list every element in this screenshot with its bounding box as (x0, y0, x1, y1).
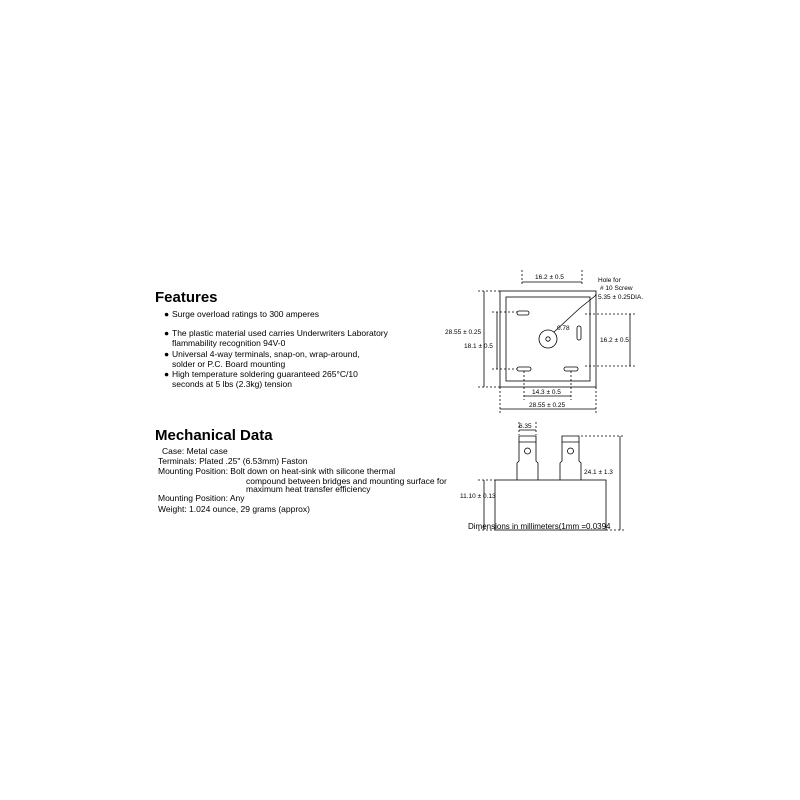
hole-small-label: 0.78 (557, 325, 570, 332)
dim-height-label: 24.1 ± 1.3 (584, 469, 613, 476)
mounting-position-cont: maximum heat transfer efficiency (246, 484, 371, 494)
terminal-hole (525, 448, 531, 454)
terminal-right (560, 436, 581, 480)
hole-note-label: 5.35 ± 0.25DIA. (598, 294, 644, 301)
feature-text: Surge overload ratings to 300 amperes (172, 309, 319, 319)
bullet-icon: ● (164, 328, 170, 338)
mounting-hole-center (546, 337, 550, 341)
terminal-slot (517, 311, 529, 315)
dim-terminal-label: 6.35 (519, 423, 532, 430)
dim-bottom-outer-label: 28.55 ± 0.25 (529, 402, 566, 409)
terminal-slot (564, 367, 578, 371)
mounting-hole (539, 330, 557, 348)
hole-note-label: Hole for (598, 277, 621, 284)
bullet-icon: ● (164, 309, 170, 319)
top-view-drawing (420, 268, 680, 418)
bullet-icon: ● (164, 349, 170, 359)
feature-text: Universal 4-way terminals, snap-on, wrap-around, solder or P.C. Board mounting (172, 349, 360, 369)
bullet-icon: ● (164, 369, 170, 379)
dim-body-label: 11.10 ± 0.13 (460, 493, 496, 500)
dimensions-caption: Dimensions in millimeters(1mm =0.0394 (468, 522, 611, 531)
case-line: Case: Metal case (162, 446, 228, 456)
features-heading: Features (155, 289, 218, 306)
terminals-line: Terminals: Plated .25" (6.53mm) Faston (158, 456, 308, 466)
terminal-left (517, 436, 538, 480)
feature-text: High temperature soldering guaranteed 265°C/10 seconds at 5 lbs (2.3kg) tension (172, 369, 358, 389)
dim-left-outer-label: 28.55 ± 0.25 (445, 329, 482, 336)
mounting-position-line: Mounting Position: Bolt down on heat-sink with silicone thermal (158, 466, 396, 476)
terminal-slot (577, 326, 581, 340)
dim-top-label: 16.2 ± 0.5 (535, 274, 564, 281)
mounting-position-cont: compound between bridges and mounting surface for (246, 476, 447, 486)
feature-text: The plastic material used carries Underwriters Laboratory flammability recognition 94V-0 (172, 328, 388, 348)
mechanical-data-heading: Mechanical Data (155, 427, 273, 444)
weight-line: Weight: 1.024 ounce, 29 grams (approx) (158, 504, 310, 514)
hole-note-label: # 10 Screw (600, 285, 633, 292)
dim-right-label: 16.2 ± 0.5 (600, 337, 629, 344)
dim-left-inner-label: 18.1 ± 0.5 (464, 343, 493, 350)
terminal-slot (517, 367, 531, 371)
body-outline (500, 291, 596, 387)
terminal-hole (568, 448, 574, 454)
mounting-position-any-line: Mounting Position: Any (158, 493, 245, 503)
dim-bottom-inner-label: 14.3 ± 0.5 (532, 389, 561, 396)
